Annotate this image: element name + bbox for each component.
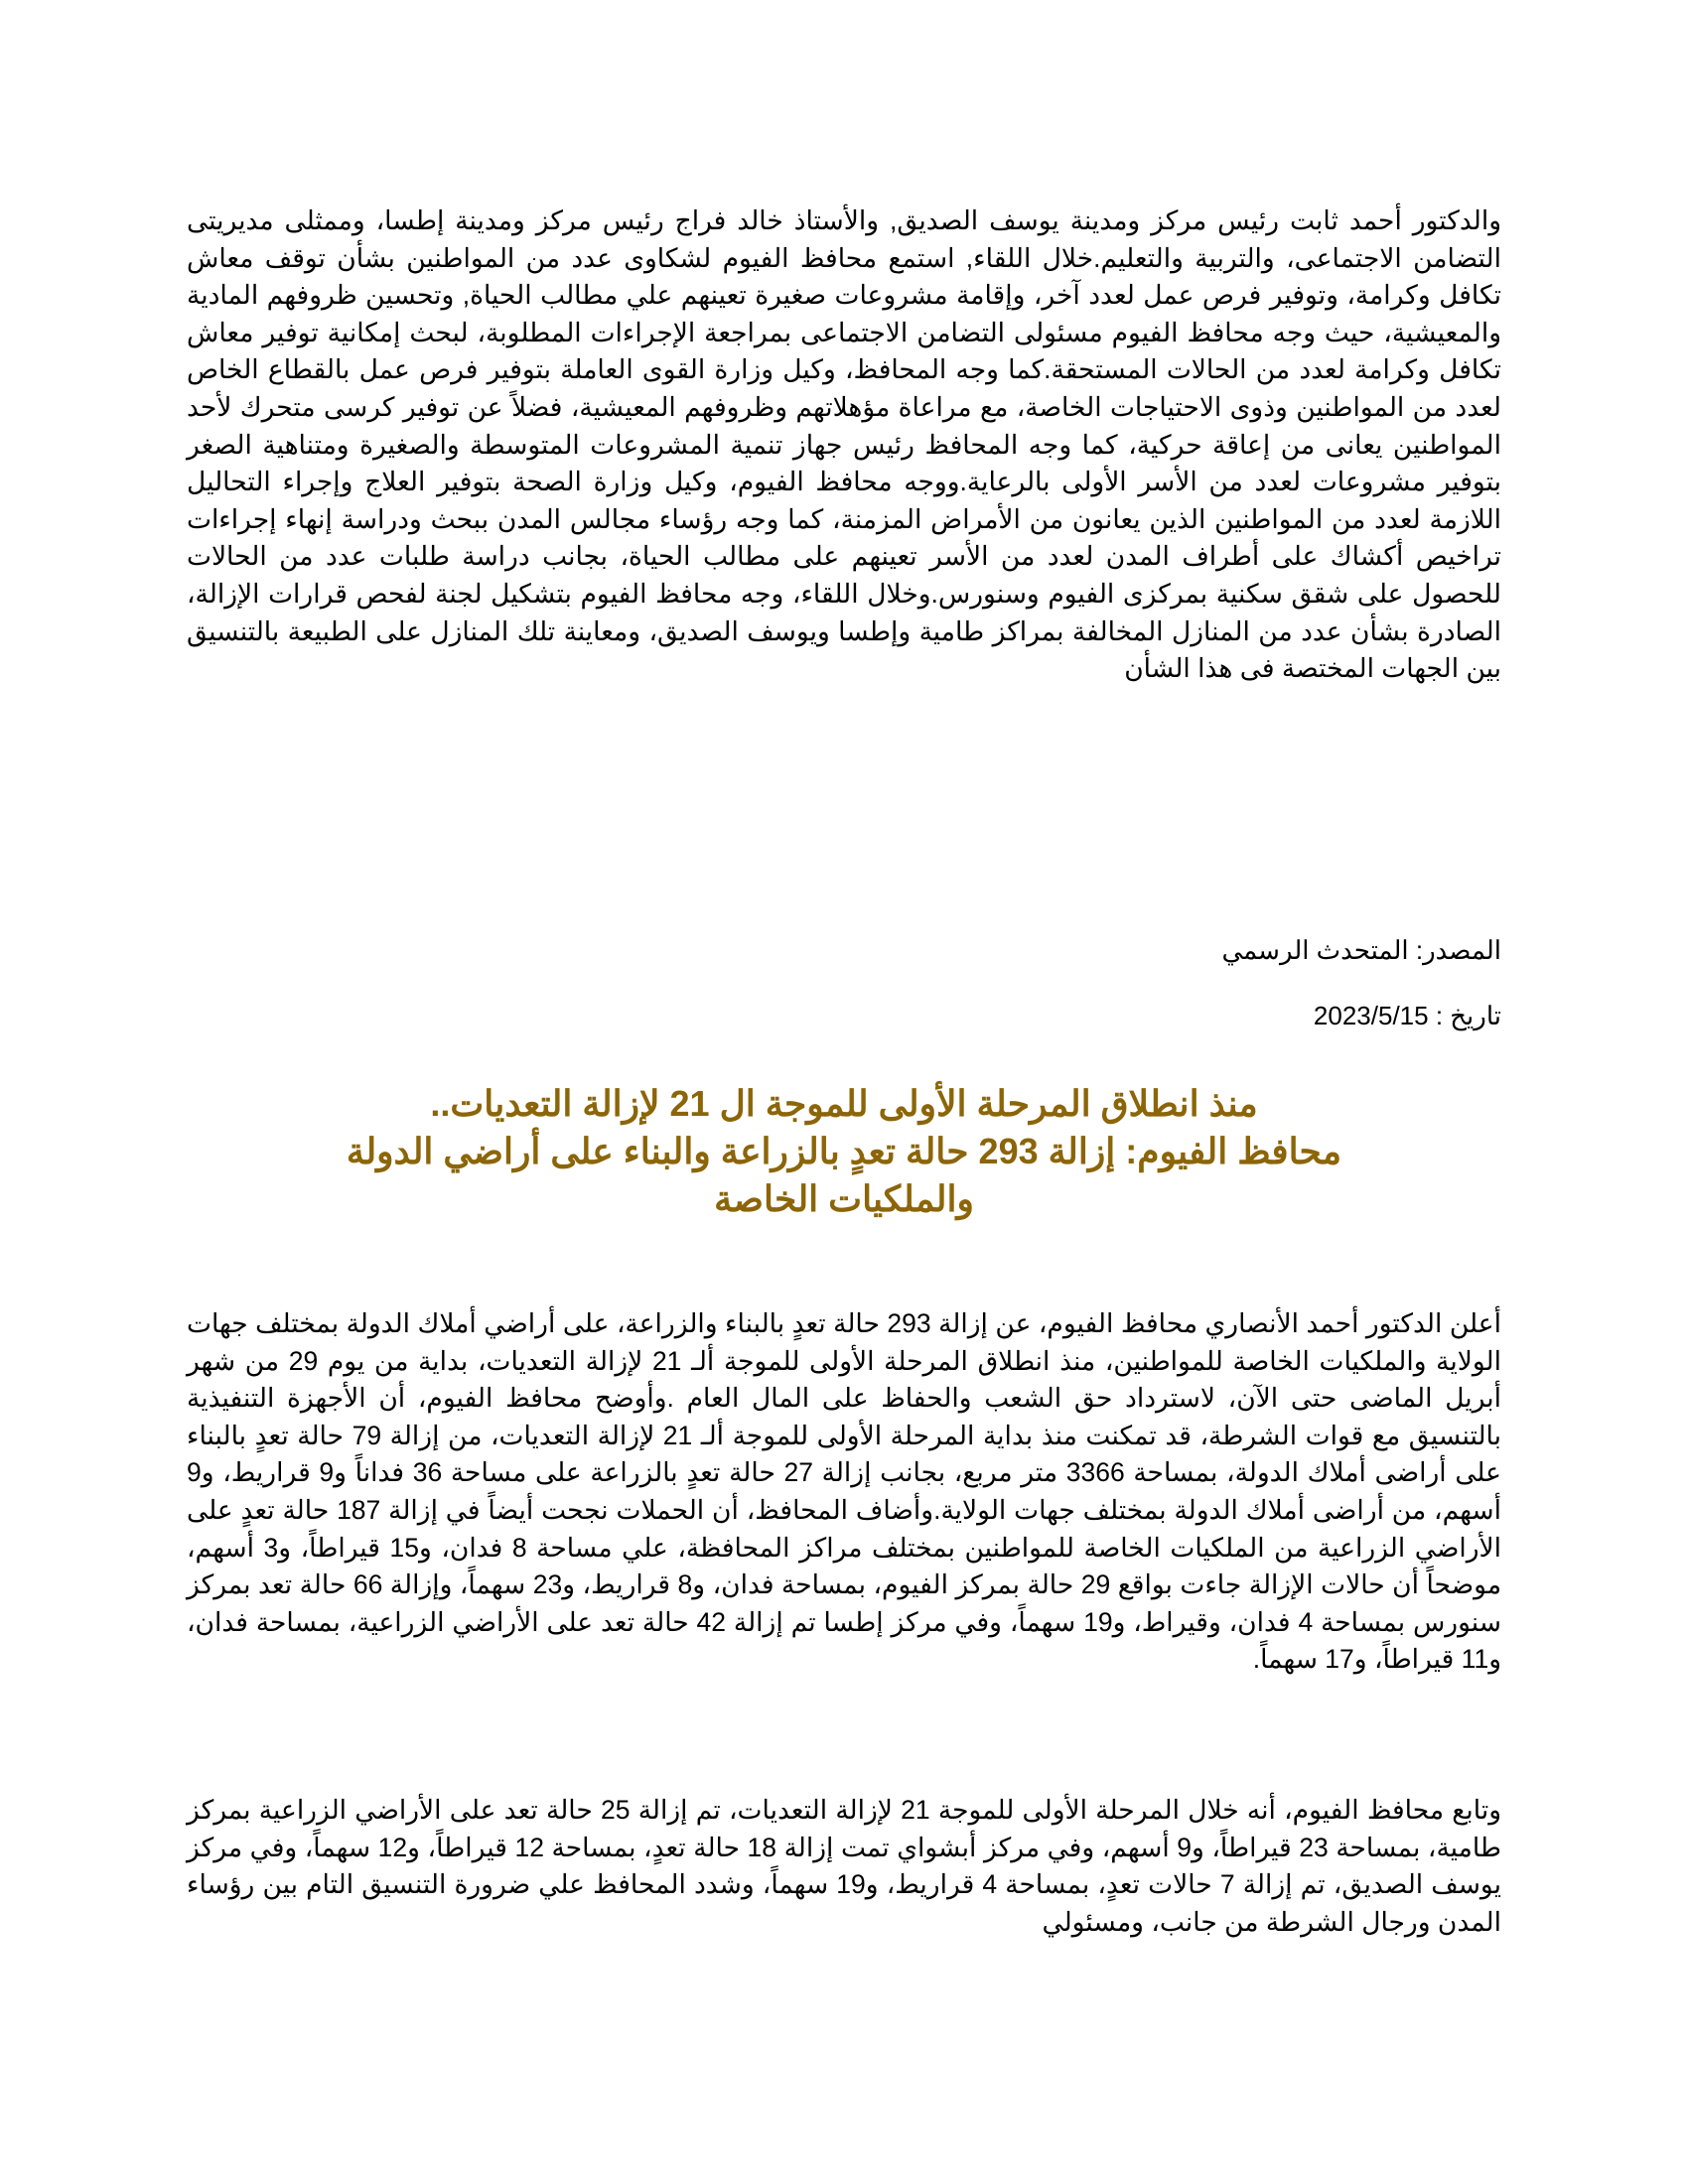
headline-line-1: منذ انطلاق المرحلة الأولى للموجة ال 21 لإزالة التعديات.. xyxy=(430,1083,1258,1124)
headline-line-3: والملكيات الخاصة xyxy=(714,1178,974,1219)
paragraph-district-stats: وتابع محافظ الفيوم، أنه خلال المرحلة الأولى للموجة 21 لإزالة التعديات، تم إزالة 25 حالة تعد على الأراضي الزراعية بمركز طامية، بمساحة 23 قيراطاً، و9 أسهم، وفي مركز أبشواي تمت إزالة 18 حالة تعدٍ، بمساحة 12 قيراطاً، و12 سهماً، وفي مركز يوسف الصديق، تم إزالة 7 حالات تعدٍ، بمساحة 4 قراريط، و19 سهماً، وشدد المحافظ علي ضرورة التنسيق التام بين رؤساء المدن ورجال الشرطة من جانب، ومسئولي xyxy=(187,1795,1502,1937)
source-line: المصدر: المتحدث الرسمي xyxy=(1221,935,1501,965)
headline-line-2: محافظ الفيوم: إزالة 293 حالة تعدٍ بالزراعة والبناء على أراضي الدولة xyxy=(346,1131,1342,1171)
paragraph-removal-stats: أعلن الدكتور أحمد الأنصاري محافظ الفيوم، عن إزالة 293 حالة تعدٍ بالبناء والزراعة، على أراضي أملاك الدولة بمختلف جهات الولاية والملكيات الخاصة للمواطنين، منذ انطلاق المرحلة الأولى للموجة ألـ 21 لإزالة التعديات، بداية من يوم 29 من شهر أبريل الماضى حتى الآن، لاسترداد حق الشعب والحفاظ على المال العام .وأوضح محافظ الفيوم، أن الأجهزة التنفيذية بالتنسيق مع قوات الشرطة، قد تمكنت منذ بداية المرحلة الأولى للموجة ألـ 21 لإزالة التعديات، من إزالة 79 حالة تعدٍ بالبناء على أراضى أملاك الدولة، بمساحة 3366 متر مربع، بجانب إزالة 27 حالة تعدٍ بالزراعة على مساحة 36 فداناً و9 قراريط، و9 أسهم، من أراضى أملاك الدولة بمختلف جهات الولاية.وأضاف المحافظ، أن الحملات نجحت أيضاً في إزالة 187 حالة تعدٍ على الأراضي الزراعية من الملكيات الخاصة للمواطنين بمختلف مراكز المحافظة، علي مساحة 8 فدان، و15 قيراطاً، و3 أسهم، موضحاً أن حالات الإزالة جاءت بواقع 29 حالة بمركز الفيوم، بمساحة فدان، و8 قراريط، و23 سهماً، وإزالة 66 حالة تعد بمركز سنورس بمساحة 4 فدان، وقيراط، و19 سهماً، وفي مركز إطسا تم إزالة 42 حالة تعد على الأراضي الزراعية، بمساحة فدان، و11 قيراطاً، و17 سهماً. xyxy=(187,1308,1502,1675)
paragraph-meeting-outcomes: والدكتور أحمد ثابت رئيس مركز ومدينة يوسف الصديق, والأستاذ خالد فراج رئيس مركز ومدينة إطسا، وممثلى مديريتى التضامن الاجتماعى، والتربية والتعليم.خلال اللقاء, استمع محافظ الفيوم لشكاوى عدد من المواطنين بشأن توقف معاش تكافل وكرامة، وتوفير فرص عمل لعدد آخر، وإقامة مشروعات صغيرة تعينهم علي مطالب الحياة, وتحسين ظروفهم المادية والمعيشية، حيث وجه محافظ الفيوم مسئولى التضامن الاجتماعى بمراجعة الإجراءات المطلوبة، لبحث إمكانية توفير معاش تكافل وكرامة لعدد من الحالات المستحقة.كما وجه المحافظ، وكيل وزارة القوى العاملة بتوفير فرص عمل بالقطاع الخاص لعدد من المواطنين وذوى الاحتياجات الخاصة، مع مراعاة مؤهلاتهم وظروفهم المعيشية، فضلاً عن توفير كرسى متحرك لأحد المواطنين يعانى من إعاقة حركية، كما وجه المحافظ رئيس جهاز تنمية المشروعات المتوسطة والصغيرة ومتناهية الصغر بتوفير مشروعات لعدد من الأسر الأولى بالرعاية.ووجه محافظ الفيوم، وكيل وزارة الصحة بتوفير العلاج وإجراء التحاليل اللازمة لعدد من المواطنين الذين يعانون من الأمراض المزمنة، كما وجه رؤساء مجالس المدن ببحث ودراسة إنهاء إجراءات تراخيص أكشاك على أطراف المدن لعدد من الأسر تعينهم على مطالب الحياة، بجانب دراسة طلبات عدد من الحالات للحصول على شقق سكنية بمركزى الفيوم وسنورس.وخلال اللقاء، وجه محافظ الفيوم بتشكيل لجنة لفحص قرارات الإزالة، الصادرة بشأن عدد من المنازل المخالفة بمراكز طامية وإطسا ويوسف الصديق، ومعاينة تلك المنازل على الطبيعة بالتنسيق بين الجهات المختصة فى هذا الشأن xyxy=(187,205,1501,684)
date-line: تاريخ : 2023/5/15 xyxy=(1313,1001,1501,1030)
article-headline xyxy=(187,1080,1501,1223)
